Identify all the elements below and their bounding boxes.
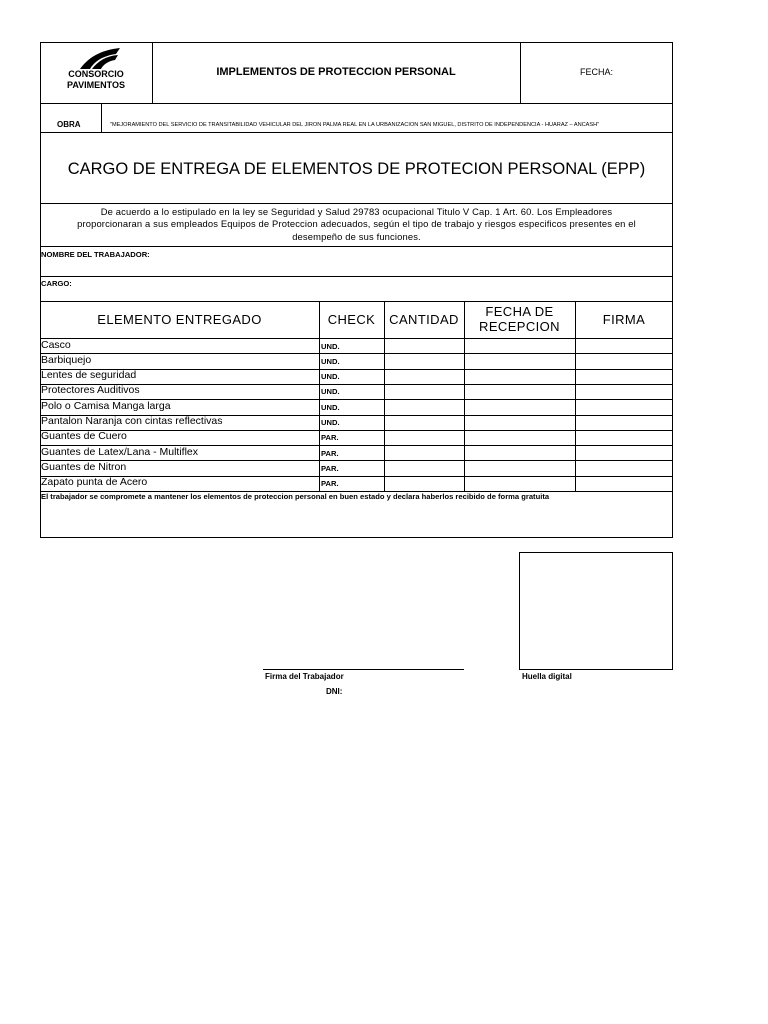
worker-signature-label: Firma del Trabajador xyxy=(265,672,344,681)
fecha-label: FECHA: xyxy=(579,67,613,77)
row-item-name: Polo o Camisa Manga larga xyxy=(41,399,171,412)
row-signature-cell[interactable] xyxy=(576,338,672,352)
row-date-cell[interactable] xyxy=(465,415,575,429)
legal-line-2: proporcionaran a sus empleados Equipos de Proteccion adecuados, según el tipo de trabajo y riesgos especificos presentes en el xyxy=(77,218,636,230)
row-signature-cell[interactable] xyxy=(576,353,672,367)
row-signature-cell[interactable] xyxy=(576,445,672,459)
obra-label: OBRA xyxy=(57,120,81,129)
row-unit: UND. xyxy=(321,402,340,412)
row-item-name: Barbiquejo xyxy=(41,353,92,366)
row-unit: UND. xyxy=(321,372,340,382)
row-unit: PAR. xyxy=(321,448,339,458)
cargo-bottom-line xyxy=(40,301,673,302)
dni-label: DNI: xyxy=(326,687,343,696)
legal-paragraph xyxy=(42,206,671,243)
row-signature-cell[interactable] xyxy=(576,369,672,383)
row-item-name: Guantes de Nitron xyxy=(41,460,127,473)
legal-line-1: De acuerdo a lo estipulado en la ley se Seguridad y Salud 29783 ocupacional Titulo V Cap. 1 Art. 60. Los Empleadores xyxy=(100,206,613,217)
row-quantity-cell[interactable] xyxy=(385,384,464,398)
row-quantity-cell[interactable] xyxy=(385,445,464,459)
row-unit: UND. xyxy=(321,387,340,397)
row-date-cell[interactable] xyxy=(465,399,575,413)
row-unit: PAR. xyxy=(321,433,339,443)
logo-line2: PAVIMENTOS xyxy=(66,80,125,90)
col-header-signature: FIRMA xyxy=(602,312,646,327)
road-logo-icon xyxy=(78,46,122,70)
col-header-date xyxy=(464,304,575,334)
row-item-name: Lentes de seguridad xyxy=(41,369,137,382)
col-header-check: CHECK xyxy=(327,312,376,327)
form-title: CARGO DE ENTREGA DE ELEMENTOS DE PROTECION PERSONAL (EPP) xyxy=(67,160,646,178)
fingerprint-box[interactable] xyxy=(519,552,673,670)
row-unit: PAR. xyxy=(321,463,339,473)
cargo-field[interactable] xyxy=(100,278,670,300)
row-unit: UND. xyxy=(321,418,340,427)
row-signature-cell[interactable] xyxy=(576,399,672,413)
col-header-date-line1: FECHA DE xyxy=(485,304,554,319)
row-item-name: Pantalon Naranja con cintas reflectivas xyxy=(41,415,223,427)
row-date-cell[interactable] xyxy=(465,430,575,444)
row-date-cell[interactable] xyxy=(465,445,575,459)
row-item-name: Guantes de Cuero xyxy=(41,430,127,443)
row-unit: PAR. xyxy=(321,479,339,489)
row-unit: UND. xyxy=(321,341,340,351)
company-logo xyxy=(40,42,152,103)
row-date-cell[interactable] xyxy=(465,384,575,398)
legal-line-3: desempeño de sus funciones. xyxy=(292,230,421,242)
row-date-cell[interactable] xyxy=(465,338,575,352)
row-signature-cell[interactable] xyxy=(576,476,672,490)
row-quantity-cell[interactable] xyxy=(385,460,464,474)
row-quantity-cell[interactable] xyxy=(385,338,464,352)
header-title: IMPLEMENTOS DE PROTECCION PERSONAL xyxy=(216,66,456,78)
obra-text: "MEJORAMIENTO DEL SERVICIO DE TRANSITABILIDAD VEHICULAR DEL JIRON PALMA REAL EN LA URBANIZACION SAN MIGUEL, DISTRITO DE INDEPENDENCIA - HUARAZ – ANCASH" xyxy=(110,122,600,128)
title-bottom-line xyxy=(40,203,673,204)
row-item-name: Guantes de Latex/Lana - Multiflex xyxy=(41,445,199,458)
logo-line1: CONSORCIO xyxy=(68,69,124,79)
commitment-text: El trabajador se compromete a mantener los elementos de proteccion personal en buen estado y declara haberlos recibido de forma gratuita xyxy=(41,492,550,501)
row-item-name: Protectores Auditivos xyxy=(41,384,140,397)
worker-name-label: NOMBRE DEL TRABAJADOR: xyxy=(41,250,150,259)
legal-bottom-line xyxy=(40,246,673,247)
row-quantity-cell[interactable] xyxy=(385,353,464,367)
signature-line xyxy=(263,669,464,670)
row-quantity-cell[interactable] xyxy=(385,369,464,383)
row-signature-cell[interactable] xyxy=(576,430,672,444)
row-date-cell[interactable] xyxy=(465,353,575,367)
row-quantity-cell[interactable] xyxy=(385,415,464,429)
row-date-cell[interactable] xyxy=(465,476,575,490)
name-bottom-line xyxy=(40,276,673,277)
col-header-date-line2: RECEPCION xyxy=(479,319,560,334)
worker-name-field[interactable] xyxy=(200,248,670,274)
cargo-label: CARGO: xyxy=(41,279,72,288)
col-header-quantity: CANTIDAD xyxy=(389,312,459,327)
obra-bottom-line xyxy=(40,132,673,133)
row-item-name: Casco xyxy=(41,338,71,351)
row-signature-cell[interactable] xyxy=(576,415,672,429)
obra-divider xyxy=(101,103,102,132)
row-date-cell[interactable] xyxy=(465,460,575,474)
row-signature-cell[interactable] xyxy=(576,384,672,398)
col-header-element: ELEMENTO ENTREGADO xyxy=(97,312,262,327)
row-unit: UND. xyxy=(321,356,340,366)
row-date-cell[interactable] xyxy=(465,369,575,383)
header-bottom-line xyxy=(40,103,673,104)
row-quantity-cell[interactable] xyxy=(385,430,464,444)
row-quantity-cell[interactable] xyxy=(385,399,464,413)
fingerprint-label: Huella digital xyxy=(522,672,572,681)
row-quantity-cell[interactable] xyxy=(385,476,464,490)
col-divider-check xyxy=(319,301,320,491)
row-signature-cell[interactable] xyxy=(576,460,672,474)
row-item-name: Zapato punta de Acero xyxy=(41,476,148,489)
